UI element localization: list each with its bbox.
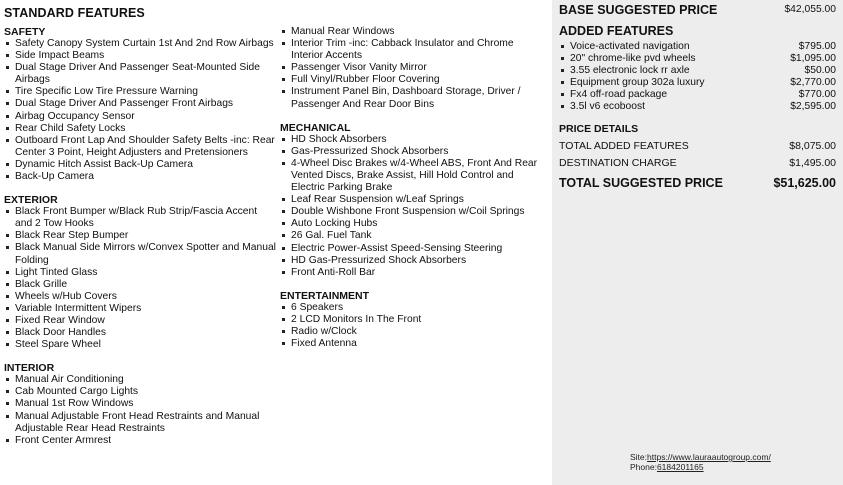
feature-item: Full Vinyl/Rubber Floor Covering (280, 74, 548, 86)
feature-item: Black Manual Side Mirrors w/Convex Spotter and Manual Folding (4, 242, 276, 266)
dealer-contact (630, 452, 771, 472)
base-price-row (559, 3, 836, 17)
feature-item: Cab Mounted Cargo Lights (4, 386, 276, 398)
feature-item: HD Shock Absorbers (280, 134, 548, 146)
features-column-1 (4, 26, 276, 458)
feature-item: Gas-Pressurized Shock Absorbers (280, 146, 548, 158)
added-feature-row (559, 89, 836, 101)
feature-item: Manual Air Conditioning (4, 374, 276, 386)
added-feature-name: Voice-activated navigation (559, 41, 690, 53)
phone-link[interactable]: 6184201165 (656, 462, 704, 472)
feature-item: 4-Wheel Disc Brakes w/4-Wheel ABS, Front And Rear Vented Discs, Brake Assist, Hill Hold Control and Electric Parking Brake (280, 158, 548, 194)
added-feature-price: $770.00 (798, 89, 836, 101)
price-details-title: PRICE DETAILS (559, 123, 639, 135)
feature-item: Back-Up Camera (4, 171, 276, 183)
feature-item: HD Gas-Pressurized Shock Absorbers (280, 255, 548, 267)
added-feature-name: Fx4 off-road package (559, 89, 667, 101)
section-title-safety: SAFETY (4, 26, 46, 38)
base-price-label: BASE SUGGESTED PRICE (559, 3, 718, 17)
interior-list (4, 374, 276, 447)
section-entertainment (280, 290, 548, 350)
added-feature-price: $1,095.00 (790, 53, 836, 65)
feature-item: Light Tinted Glass (4, 267, 276, 279)
feature-item: 2 LCD Monitors In The Front (280, 314, 548, 326)
feature-item: Leaf Rear Suspension w/Leaf Springs (280, 194, 548, 206)
feature-item: Dual Stage Driver And Passenger Front Airbags (4, 98, 276, 110)
feature-item: Dynamic Hitch Assist Back-Up Camera (4, 159, 276, 171)
section-interior (4, 362, 276, 447)
feature-item: 6 Speakers (280, 302, 548, 314)
feature-item: Wheels w/Hub Covers (4, 291, 276, 303)
site-link[interactable]: https://www.lauraautogroup.com/ (647, 452, 771, 462)
section-safety (4, 26, 276, 183)
added-feature-price: $2,595.00 (790, 101, 836, 113)
added-feature-price: $2,770.00 (790, 77, 836, 89)
total-price-value: $51,625.00 (773, 176, 836, 190)
feature-item: Instrument Panel Bin, Dashboard Storage, Driver / Passenger And Rear Door Bins (280, 86, 548, 110)
added-feature-row (559, 65, 836, 77)
feature-item: Electric Power-Assist Speed-Sensing Steering (280, 243, 548, 255)
section-interior-continued (280, 26, 548, 111)
pricing-panel (552, 0, 843, 485)
feature-item: Fixed Rear Window (4, 315, 276, 327)
interior-continued-list (280, 26, 548, 111)
feature-item: Variable Intermittent Wipers (4, 303, 276, 315)
section-exterior (4, 194, 276, 351)
feature-item: Airbag Occupancy Sensor (4, 111, 276, 123)
feature-item: Black Grille (4, 279, 276, 291)
destination-row (559, 157, 836, 169)
added-feature-name: Equipment group 302a luxury (559, 77, 705, 89)
total-added-row (559, 140, 836, 152)
phone-label: Phone: (630, 462, 657, 472)
feature-item: Safety Canopy System Curtain 1st And 2nd Row Airbags (4, 38, 276, 50)
section-title-exterior: EXTERIOR (4, 194, 58, 207)
added-feature-row (559, 101, 836, 113)
site-label: Site: (630, 452, 648, 462)
added-features-title: ADDED FEATURES (559, 24, 674, 38)
feature-item: Front Center Armrest (4, 435, 276, 447)
added-feature-name: 20" chrome-like pvd wheels (559, 53, 696, 65)
safety-list (4, 38, 276, 183)
added-feature-name: 3.55 electronic lock rr axle (559, 65, 690, 77)
base-price-value: $42,055.00 (784, 4, 836, 15)
feature-item: Manual Rear Windows (280, 26, 548, 38)
section-title-interior: INTERIOR (4, 362, 55, 375)
feature-item: Manual Adjustable Front Head Restraints and Manual Adjustable Rear Head Restraints (4, 411, 276, 435)
feature-item: Outboard Front Lap And Shoulder Safety Belts -inc: Rear Center 3 Point, Height Adjusters and Pretensioners (4, 135, 276, 159)
feature-item: Black Door Handles (4, 327, 276, 339)
total-added-value: $8,075.00 (789, 140, 836, 152)
entertainment-list (280, 302, 548, 350)
feature-item: Manual 1st Row Windows (4, 398, 276, 410)
features-column-2 (280, 26, 548, 361)
added-feature-row (559, 77, 836, 89)
added-features-list (559, 41, 836, 114)
total-added-label: TOTAL ADDED FEATURES (559, 140, 689, 152)
section-mechanical (280, 122, 548, 279)
feature-item: Passenger Visor Vanity Mirror (280, 62, 548, 74)
feature-item: Side Impact Beams (4, 50, 276, 62)
feature-item: Interior Trim -inc: Cabback Insulator and Chrome Interior Accents (280, 38, 548, 62)
added-feature-name: 3.5l v6 ecoboost (559, 101, 645, 113)
total-price-row (559, 176, 836, 190)
feature-item: Radio w/Clock (280, 326, 548, 338)
destination-value: $1,495.00 (789, 157, 836, 169)
phone-line (630, 462, 771, 472)
exterior-list (4, 206, 276, 351)
feature-item: Fixed Antenna (280, 338, 548, 350)
section-title-mechanical: MECHANICAL (280, 121, 351, 134)
feature-item: Black Front Bumper w/Black Rub Strip/Fascia Accent and 2 Tow Hooks (4, 206, 276, 230)
added-feature-row (559, 53, 836, 65)
added-feature-price: $795.00 (798, 41, 836, 52)
feature-item: Double Wishbone Front Suspension w/Coil Springs (280, 206, 548, 218)
site-line (630, 452, 771, 462)
destination-label: DESTINATION CHARGE (559, 157, 677, 169)
total-price-label: TOTAL SUGGESTED PRICE (559, 176, 723, 190)
feature-item: Tire Specific Low Tire Pressure Warning (4, 86, 276, 98)
section-title-entertainment: ENTERTAINMENT (280, 289, 370, 302)
feature-item: Dual Stage Driver And Passenger Seat-Mounted Side Airbags (4, 62, 276, 86)
feature-item: Black Rear Step Bumper (4, 230, 276, 242)
mechanical-list (280, 134, 548, 279)
feature-item: Auto Locking Hubs (280, 218, 548, 230)
added-feature-price: $50.00 (804, 65, 836, 77)
page-title: STANDARD FEATURES (4, 6, 145, 20)
feature-item: 26 Gal. Fuel Tank (280, 230, 548, 242)
feature-item: Front Anti-Roll Bar (280, 267, 548, 279)
feature-item: Rear Child Safety Locks (4, 123, 276, 135)
added-feature-row (559, 41, 836, 53)
feature-item: Steel Spare Wheel (4, 339, 276, 351)
